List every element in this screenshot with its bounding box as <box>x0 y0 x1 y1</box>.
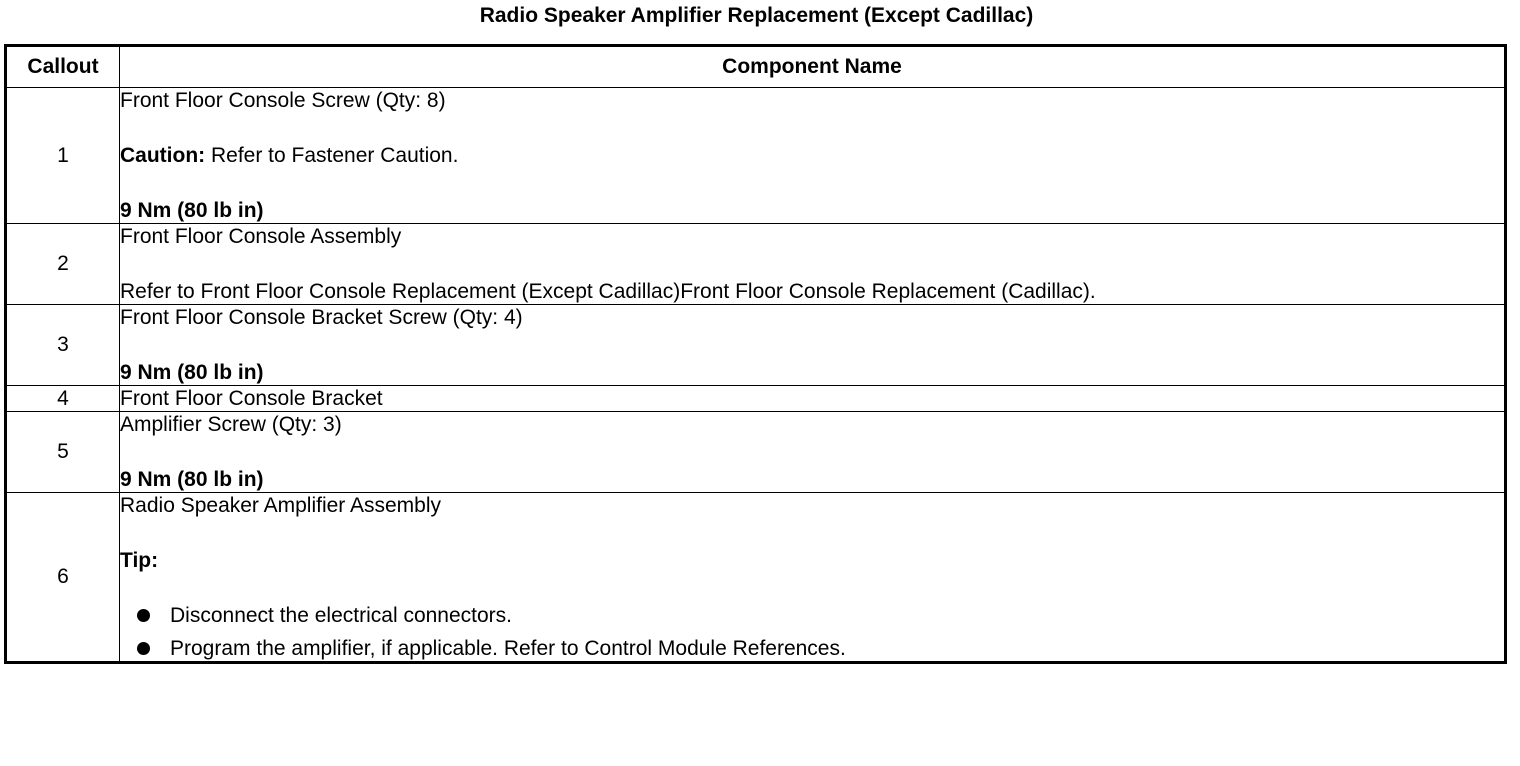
callout-number: 5 <box>6 412 120 493</box>
component-cell <box>120 386 1506 412</box>
document-title: Radio Speaker Amplifier Replacement (Except Cadillac) <box>479 4 1034 27</box>
callout-number: 1 <box>6 88 120 224</box>
table-row <box>6 88 1506 224</box>
table-row <box>6 412 1506 493</box>
callout-number: 3 <box>6 305 120 386</box>
table-row <box>6 305 1506 386</box>
tip-text: Program the amplifier, if applicable. Refer to Control Module References. <box>170 637 846 660</box>
component-name: Amplifier Screw (Qty: 3) <box>120 413 342 436</box>
torque-spec: 9 Nm (80 lb in) <box>120 468 264 491</box>
bullet-icon <box>137 609 150 622</box>
caution-text: Refer to Fastener Caution. <box>205 144 459 167</box>
reference-note: Refer to Front Floor Console Replacement (Except Cadillac)Front Floor Console Replacement (Cadillac). <box>120 280 1096 303</box>
table-row <box>6 386 1506 412</box>
component-cell <box>120 88 1506 224</box>
tip-item <box>120 636 1504 661</box>
callout-number: 6 <box>6 493 120 663</box>
component-name: Radio Speaker Amplifier Assembly <box>120 494 441 517</box>
bullet-icon <box>137 642 150 655</box>
component-name: Front Floor Console Screw (Qty: 8) <box>120 89 446 112</box>
caution-label: Caution: <box>120 144 206 167</box>
component-cell <box>120 305 1506 386</box>
callout-column-header: Callout <box>6 46 120 88</box>
component-name: Front Floor Console Bracket <box>120 387 383 410</box>
tip-list <box>120 603 1504 661</box>
tip-label: Tip: <box>120 549 159 572</box>
torque-spec: 9 Nm (80 lb in) <box>120 199 264 222</box>
torque-spec: 9 Nm (80 lb in) <box>120 361 264 384</box>
callout-number: 2 <box>6 224 120 305</box>
component-column-header: Component Name <box>120 46 1506 88</box>
component-cell <box>120 412 1506 493</box>
tip-item <box>120 603 1504 636</box>
component-name: Front Floor Console Assembly <box>120 225 402 248</box>
component-cell <box>120 224 1506 305</box>
caution-note <box>120 143 1504 168</box>
table-row <box>6 224 1506 305</box>
component-cell <box>120 493 1506 663</box>
component-name: Front Floor Console Bracket Screw (Qty: 4) <box>120 306 523 329</box>
header-row <box>6 46 1506 88</box>
table-row <box>6 493 1506 663</box>
callout-table <box>4 44 1507 664</box>
callout-number: 4 <box>6 386 120 412</box>
tip-text: Disconnect the electrical connectors. <box>170 604 512 627</box>
